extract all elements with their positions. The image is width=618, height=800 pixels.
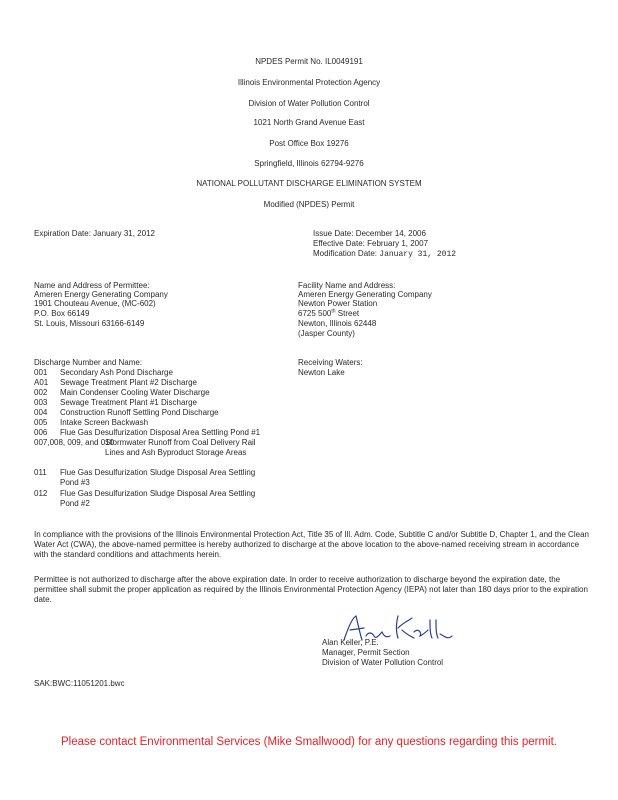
discharge-name: Stormwater Runoff from Coal Delivery Rail Lines and Ash Byproduct Storage Areas [105, 438, 256, 457]
discharge-number: 003 [34, 398, 48, 407]
discharge-name: Secondary Ash Pond Discharge [60, 368, 173, 377]
facility-name: Ameren Energy Generating Company [298, 290, 432, 299]
discharge-number: 006 [34, 428, 48, 437]
modification-date-label: Modification Date: [313, 249, 378, 258]
permit-number: NPDES Permit No. IL0049191 [255, 57, 363, 66]
permittee-address-2: P.O. Box 66149 [34, 309, 90, 318]
discharge-number: 001 [34, 368, 48, 377]
receiving-waters-value: Newton Lake [298, 368, 345, 377]
discharge-name: Flue Gas Desulfurization Sludge Disposal Area Settling Pond #2 [60, 489, 256, 508]
agency-city: Springfield, Illinois 62794-9276 [254, 159, 364, 168]
discharge-name: Construction Runoff Settling Pond Discharge [60, 408, 219, 417]
permittee-label: Name and Address of Permittee: [34, 281, 150, 290]
discharge-name: Sewage Treatment Plant #1 Discharge [60, 398, 197, 407]
signer-title: Manager, Permit Section [322, 648, 410, 657]
permittee-name: Ameren Energy Generating Company [34, 290, 168, 299]
issue-date: Issue Date: December 14, 2006 [313, 229, 426, 238]
document-reference: SAK:BWC:11051201.bwc [34, 679, 125, 688]
discharge-name: Main Condenser Cooling Water Discharge [60, 388, 210, 397]
discharge-label: Discharge Number and Name: [34, 358, 143, 367]
agency-street: 1021 North Grand Avenue East [253, 118, 365, 127]
facility-street [298, 309, 359, 319]
facility-street-name: Street [335, 309, 360, 318]
expiration-date: Expiration Date: January 31, 2012 [34, 229, 155, 238]
agency-po-box: Post Office Box 19276 [269, 139, 349, 148]
facility-street-suffix: th [331, 308, 336, 315]
discharge-number: 005 [34, 418, 48, 427]
discharge-number: 012 [34, 489, 48, 498]
receiving-waters-label: Receiving Waters: [298, 358, 363, 367]
facility-label: Facility Name and Address: [298, 281, 396, 290]
facility-station: Newton Power Station [298, 299, 378, 308]
permittee-address-3: St. Louis, Missouri 63166-6149 [34, 319, 145, 328]
discharge-name: Flue Gas Desulfurization Disposal Area Settling Pond #1 [60, 428, 261, 437]
modification-date-value: January 31, 2012 [379, 250, 457, 259]
discharge-number: A01 [34, 378, 49, 387]
effective-date: Effective Date: February 1, 2007 [313, 239, 429, 248]
contact-notice: Please contact Environmental Services (Mike Smallwood) for any questions regarding this permit. [61, 736, 557, 748]
signer-division: Division of Water Pollution Control [322, 658, 444, 667]
discharge-number: 007,008, 009, and 010 [34, 438, 115, 447]
facility-city: Newton, Illinois 62448 [298, 319, 377, 328]
system-title: NATIONAL POLLUTANT DISCHARGE ELIMINATION SYSTEM [196, 179, 422, 188]
discharge-name: Intake Screen Backwash [60, 418, 149, 427]
agency-name: Illinois Environmental Protection Agency [237, 78, 381, 87]
discharge-name: Sewage Treatment Plant #2 Discharge [60, 378, 197, 387]
discharge-number: 002 [34, 388, 48, 397]
permittee-address-1: 1901 Chouteau Avenue, (MC-602) [34, 299, 156, 308]
signer-name: Alan Keller, P.E. [322, 638, 379, 647]
discharge-number: 004 [34, 408, 48, 417]
discharge-name: Flue Gas Desulfurization Sludge Disposal Area Settling Pond #3 [60, 468, 256, 487]
discharge-number: 011 [34, 468, 47, 477]
facility-county: (Jasper County) [298, 329, 355, 338]
modification-date [313, 249, 456, 260]
compliance-paragraph: In compliance with the provisions of the Illinois Environmental Protection Act, Title 35 of Ill. Adm. Code, Subtitle C and/or Subtitle D, Chapter 1, and the Clean Water Act (CWA), the above-named permittee is hereby authorized to discharge at the above location to the above-named receiving stream in accordance with the standard conditions and attachments herein. [34, 530, 589, 560]
facility-street-number: 6725 500 [298, 309, 332, 318]
division-name: Division of Water Pollution Control [248, 99, 370, 108]
expiration-paragraph: Permittee is not authorized to discharge after the above expiration date. In order to receive authorization to discharge beyond the expiration date, the permittee shall submit the proper application as required by the Illinois Environmental Protection Agency (IEPA) not later than 180 days prior to the expiration date. [34, 575, 588, 605]
permit-type: Modified (NPDES) Permit [263, 200, 355, 209]
